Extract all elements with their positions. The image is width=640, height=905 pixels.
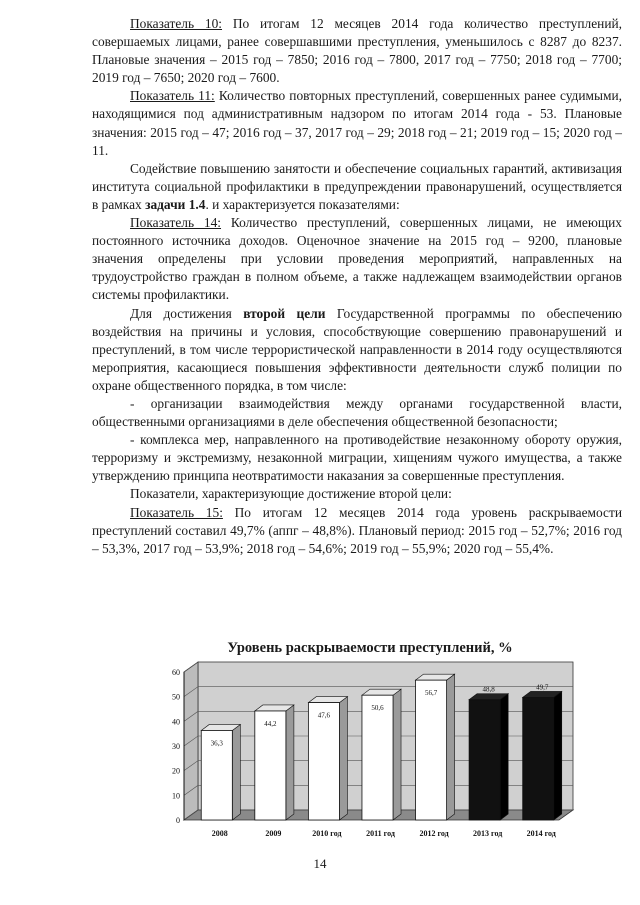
paragraph-task-1-4 — [92, 160, 622, 214]
bar-side — [500, 694, 508, 820]
list-item: - организации взаимодействия между органами государственной власти, общественными организациями в деле обеспечения общественной безопасности; — [92, 395, 622, 430]
indicator-text: По итогам 12 месяцев 2014 года количество преступлений, совершаемых лицами, ранее совершавшими преступления, уменьшилось с 8287 до 8237. Плановые значения – 2015 год – 7850; 2016 год – 7800, 2017 год – 7750; 2018 год – 7700; 2019 год – 7650; 2020 год – 7600. — [92, 16, 623, 86]
x-tick-label: 2009 — [265, 829, 282, 838]
indicator-label: Показатель 15: — [130, 504, 223, 520]
paragraph-indicator-10 — [92, 15, 622, 87]
bar-value-label: 44,2 — [264, 719, 277, 728]
indicator-text: Количество повторных преступлений, совершенных ранее судимыми, находящимися под административным надзором по итогам 2014 года - 53. Плановые значения: 2015 год – 47; 2016 год – 37, 2017 год – 29; 2018 год – 21; 2019 год – 15; 2020 год – 11. — [92, 88, 622, 158]
bar — [469, 700, 500, 820]
list-item: - комплекса мер, направленного на противодействие незаконному обороту оружия, терроризму и экстремизму, незаконной миграции, хищениям чужого имущества, а также утверждению принципа неотвратимости наказания за совершенные преступления. — [92, 432, 622, 484]
page-number: 14 — [313, 856, 327, 871]
y-tick-label: 60 — [172, 668, 180, 677]
bar — [523, 697, 554, 820]
bar-value-label: 49,7 — [536, 683, 549, 692]
x-tick-label: 2013 год — [473, 829, 503, 838]
body-text — [92, 15, 622, 558]
bar-side — [286, 705, 294, 820]
bar — [416, 680, 447, 820]
bold-text: второй цели — [243, 305, 326, 321]
indicator-text: По итогам 12 месяцев 2014 года уровень раскрываемости преступлений составил 49,7% (аппг – 48,8%). Плановый период: 2015 год – 52,7%; 2016 год – 53,3%, 2017 год – 53,9%; 2018 год – 54,6%; 2019 год – 55,9%; 2020 год – 55,4%. — [92, 504, 622, 556]
paragraph-indicator-14 — [92, 214, 622, 304]
paragraph-second-goal — [92, 305, 622, 395]
bar-chart-svg — [160, 660, 580, 850]
paragraph-indicator-15 — [92, 504, 622, 558]
bar-side — [393, 689, 401, 820]
x-tick-label: 2011 год — [366, 829, 395, 838]
x-tick-label: 2008 — [211, 829, 228, 838]
x-tick-label: 2014 год — [526, 829, 556, 838]
paragraph-text: Для достижения — [130, 305, 244, 321]
bar-value-label: 56,7 — [424, 689, 438, 698]
indicator-label: Показатель 14: — [130, 215, 222, 231]
indicator-label: Показатель 10: — [130, 16, 223, 31]
x-tick-label: 2012 год — [419, 829, 449, 838]
indicator-text: Количество преступлений, совершенных лицами, не имеющих постоянного источника доходов. Оценочное значение на 2015 год – 9200, плановые значения определены при условии проведения мероприятий, направленных на трудоустройство граждан в полном объеме, а также надлежащем взаимодействии органов системы профилактики. — [92, 215, 622, 303]
bar-side — [339, 697, 347, 820]
bar-side — [232, 724, 240, 820]
bold-text: задачи 1.4 — [145, 196, 206, 212]
bar-side — [554, 691, 562, 820]
y-tick-label: 20 — [172, 766, 180, 776]
paragraph-text: . и характеризуется показателями: — [205, 196, 400, 212]
clearance-rate-chart — [160, 640, 580, 850]
bar-side — [447, 674, 455, 820]
paragraph-text: Государственной программы по обеспечению воздействия на причины и условия, способствующие совершению правонарушений и преступлений, в том числе террористической направленности в 2014 году осуществляются мероприятия, касающиеся повышения эффективности деятельности служб полиции по охране общественного порядка, в том числе: — [92, 305, 622, 393]
chart-title: Уровень раскрываемости преступлений, % — [227, 640, 513, 656]
y-tick-label: 0 — [176, 816, 180, 825]
paragraph-second-goal-indicators: Показатели, характеризующие достижение второй цели: — [130, 486, 452, 502]
indicator-label: Показатель 11: — [130, 88, 215, 104]
y-tick-label: 50 — [172, 692, 180, 702]
x-tick-label: 2010 год — [312, 829, 342, 838]
bar-value-label: 48,8 — [482, 685, 495, 694]
y-tick-label: 40 — [172, 717, 180, 727]
bar-value-label: 47,6 — [317, 711, 331, 720]
bar-value-label: 50,6 — [371, 704, 384, 713]
bar — [362, 695, 393, 820]
paragraph-indicator-11 — [92, 87, 622, 159]
bar — [308, 703, 339, 820]
bar-value-label: 36,3 — [210, 739, 223, 748]
y-tick-label: 10 — [172, 791, 180, 801]
y-tick-label: 30 — [172, 742, 180, 751]
paragraph-text: Содействие повышению занятости и обеспечение социальных гарантий, активизация института социальной профилактики в предупреждении правонарушений, осуществляется в рамках — [92, 160, 622, 212]
